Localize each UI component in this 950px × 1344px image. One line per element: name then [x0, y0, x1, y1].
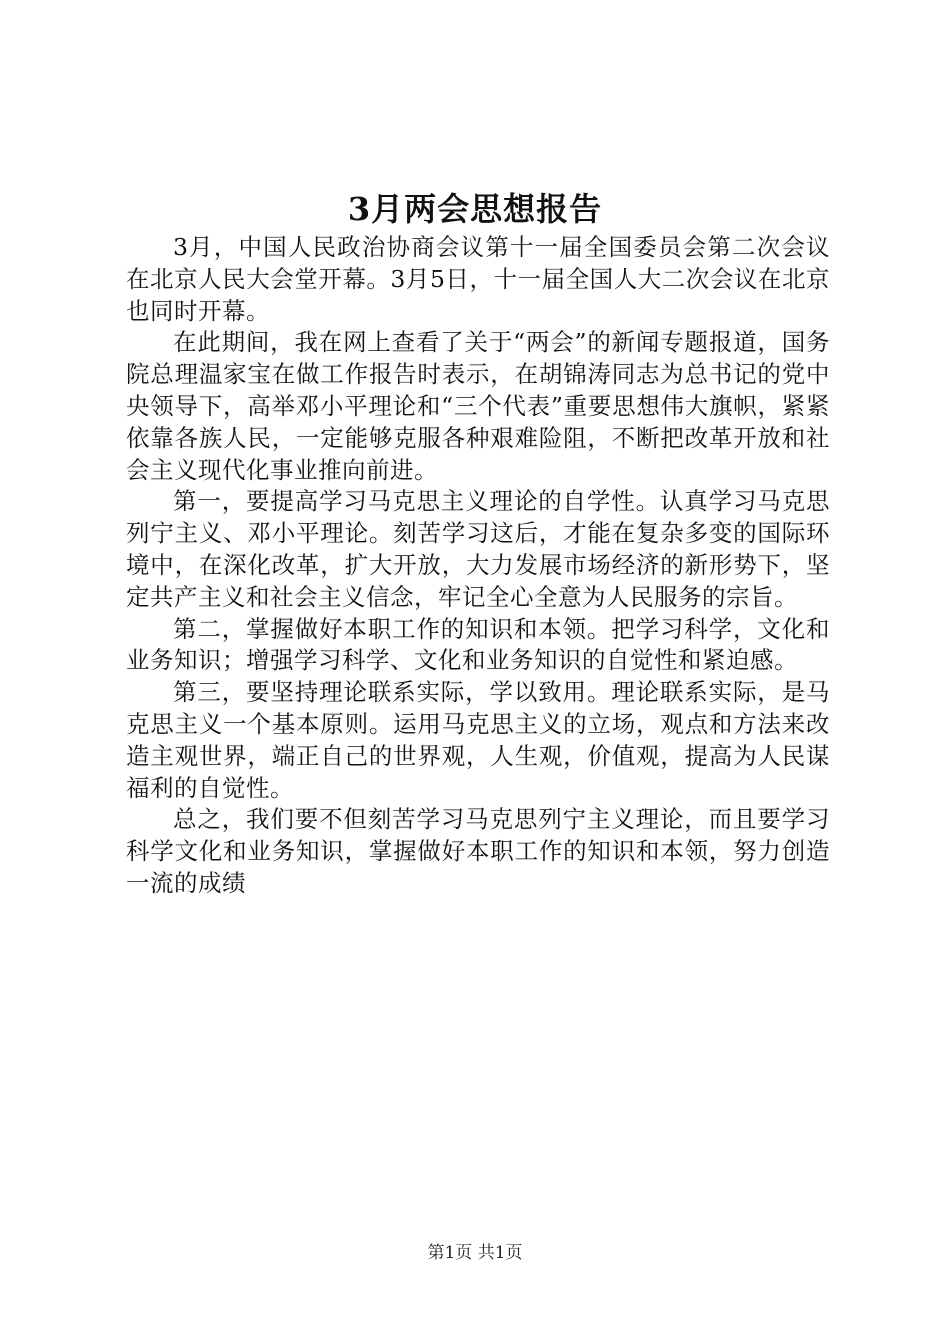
paragraph-intro: 3月，中国人民政治协商会议第十一届全国委员会第二次会议在北京人民大会堂开幕。3月5日，十一届全国人大二次会议在北京也同时开幕。 — [126, 233, 830, 325]
document-body — [126, 232, 830, 900]
paragraph-conclusion: 总之，我们要不但刻苦学习马克思列宁主义理论，而且要学习科学文化和业务知识，掌握做好本职工作的知识和本领，努力创造一流的成绩 — [126, 805, 830, 897]
paragraph-second-point: 第二，掌握做好本职工作的知识和本领。把学习科学，文化和业务知识；增强学习科学、文化和业务知识的自觉性和紧迫感。 — [126, 614, 830, 675]
page-footer: 第1页 共1页 — [427, 1243, 523, 1263]
document-title: 3月两会思想报告 — [347, 190, 603, 228]
paragraph-third-point: 第三，要坚持理论联系实际，学以致用。理论联系实际，是马克思主义一个基本原则。运用马克思主义的立场，观点和方法来改造主观世界，端正自己的世界观，人生观，价值观，提高为人民谋福利的自觉性。 — [126, 678, 830, 802]
paragraph-first-point: 第一，要提高学习马克思主义理论的自学性。认真学习马克思列宁主义、邓小平理论。刻苦学习这后，才能在复杂多变的国际环境中，在深化改革，扩大开放，大力发展市场经济的新形势下，坚定共产主义和社会主义信念，牢记全心全意为人民服务的宗旨。 — [126, 487, 830, 611]
paragraph-report: 在此期间，我在网上查看了关于“两会”的新闻专题报道，国务院总理温家宝在做工作报告时表示，在胡锦涛同志为总书记的党中央领导下，高举邓小平理论和“三个代表”重要思想伟大旗帜，紧紧依靠各族人民，一定能够克服各种艰难险阻，不断把改革开放和社会主义现代化事业推向前进。 — [126, 328, 830, 484]
